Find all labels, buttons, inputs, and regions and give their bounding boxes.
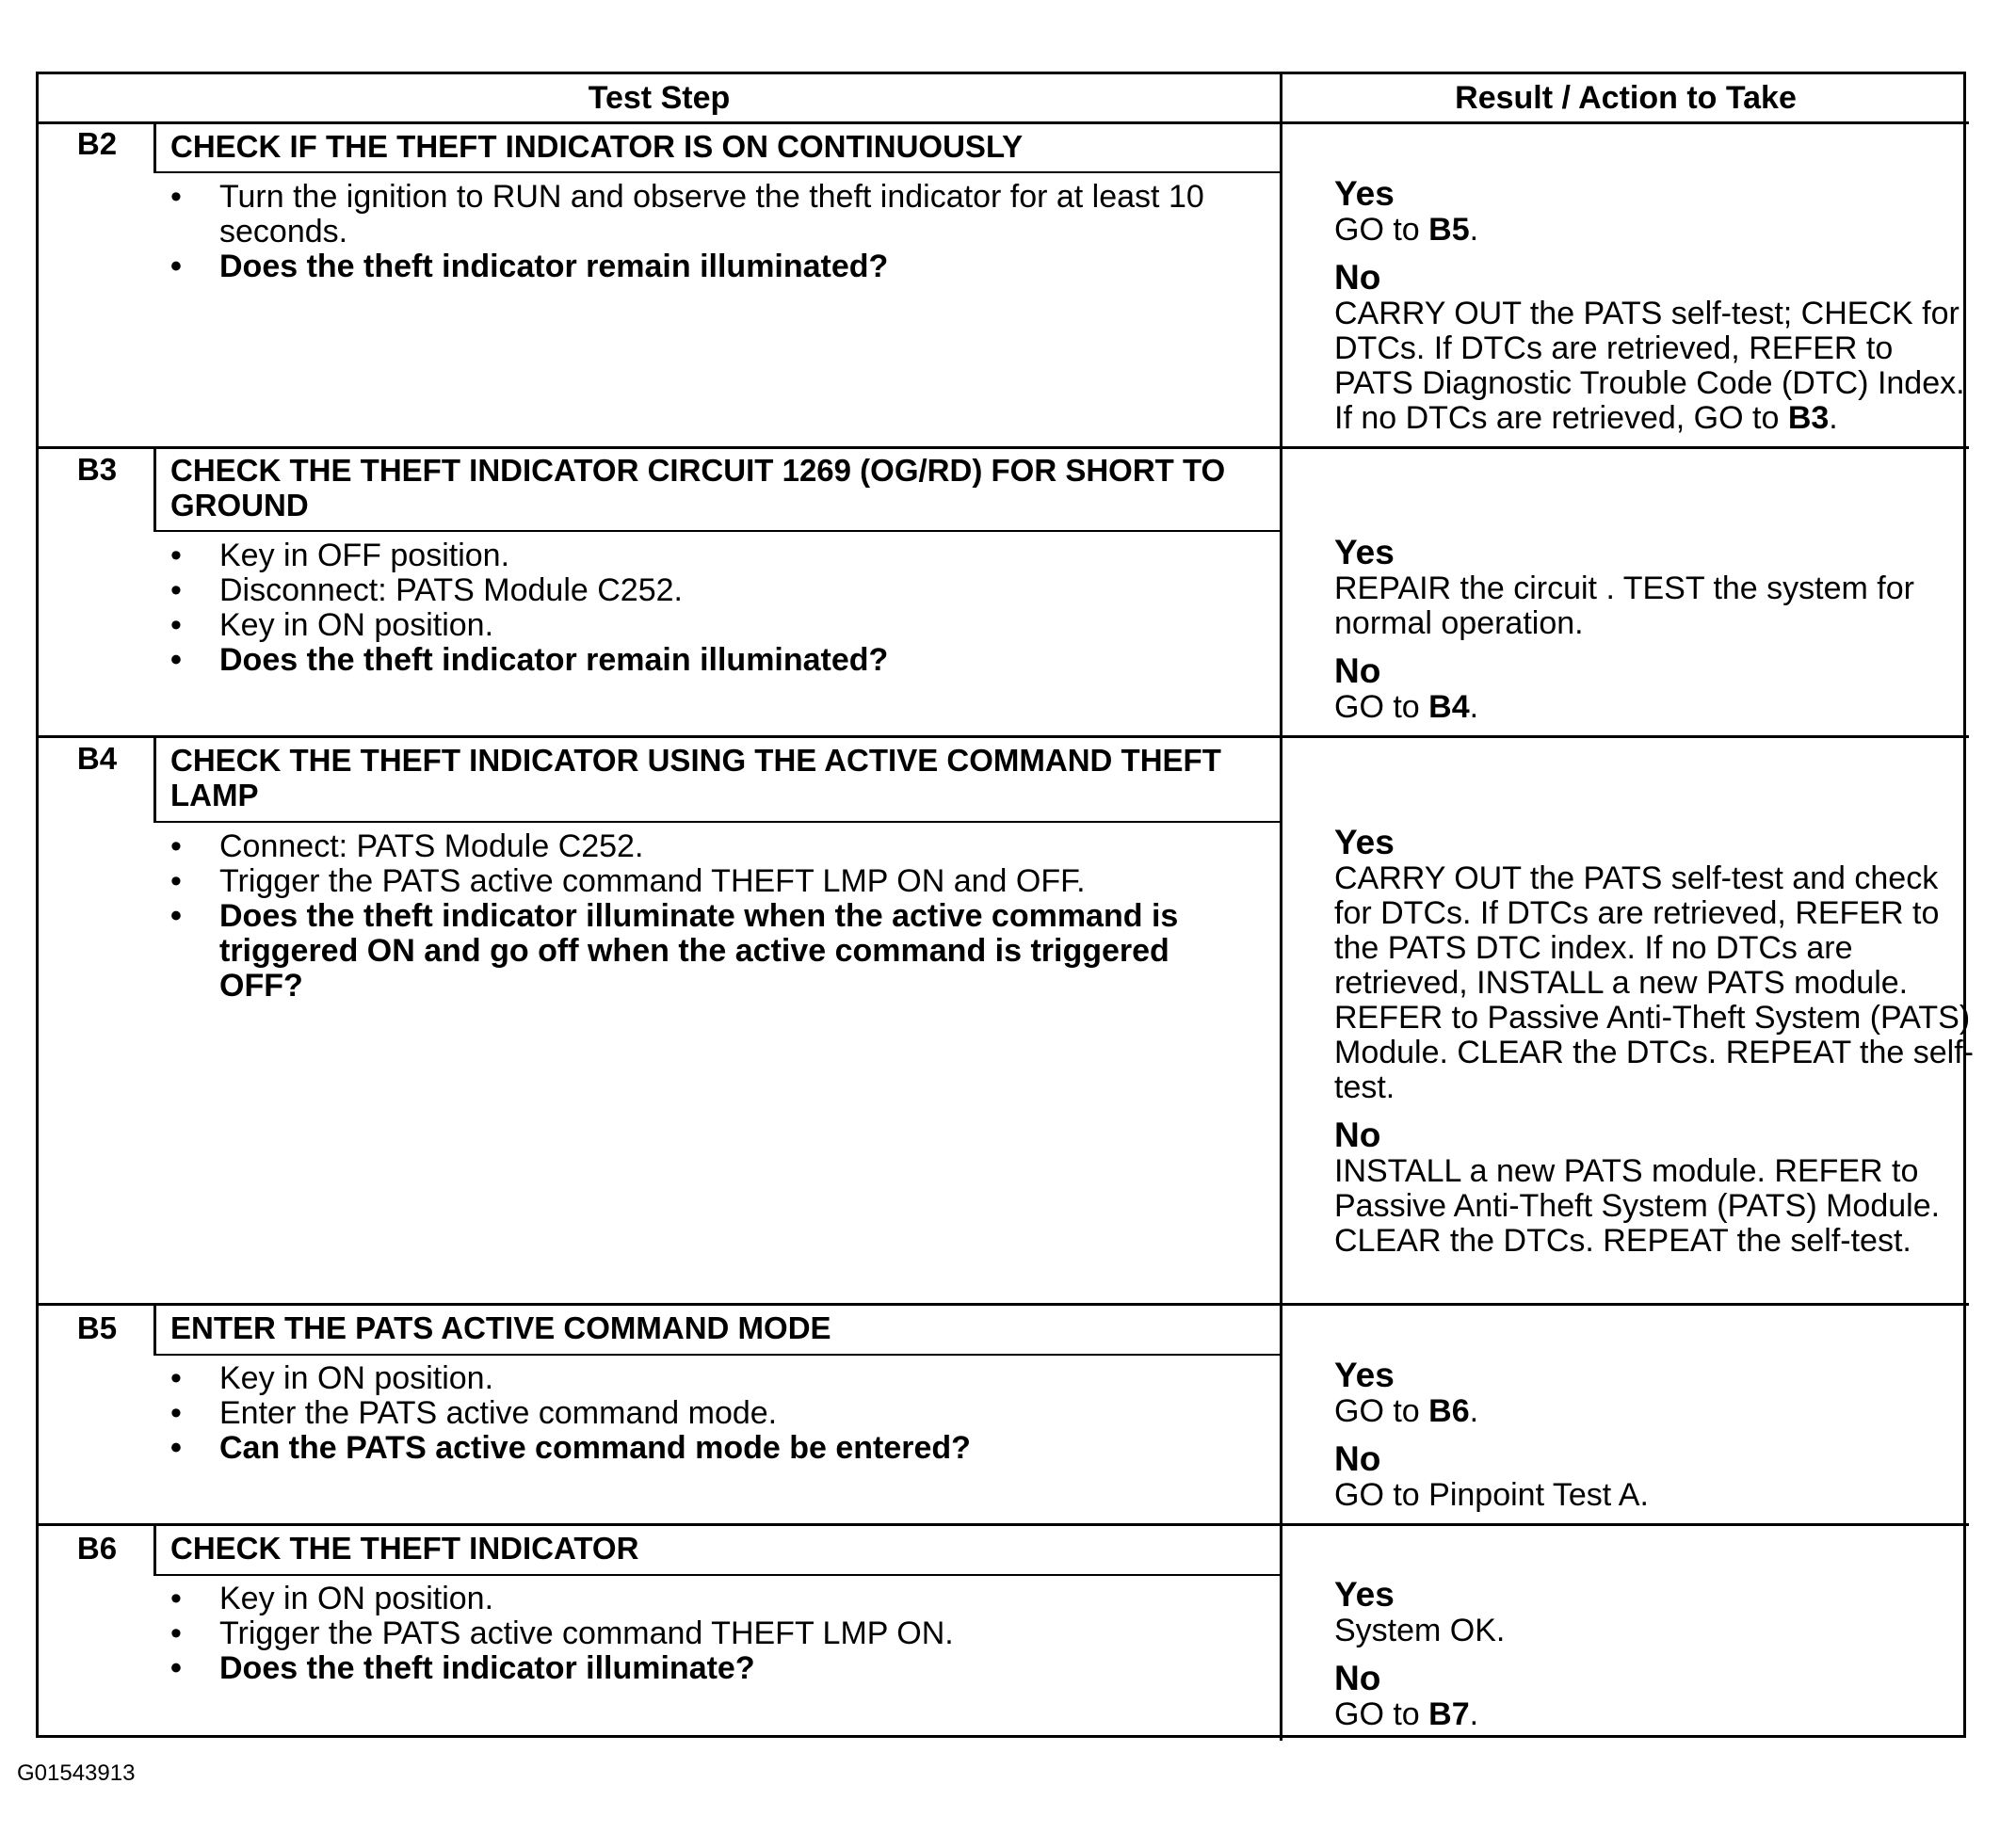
- step-item: • Trigger the PATS active command THEFT LMP ON.: [170, 1616, 1300, 1651]
- no-label: No: [1334, 258, 1381, 297]
- yes-action: REPAIR the circuit . TEST the system for normal operation.: [1334, 570, 1914, 641]
- step-reference: B7: [1428, 1696, 1470, 1732]
- no-action: GO to B4.: [1334, 689, 1479, 725]
- step-item: • Key in ON position.: [170, 1361, 1300, 1396]
- yes-label: Yes: [1334, 533, 1395, 571]
- result-block: [1334, 175, 1975, 447]
- yes-action: GO to B5.: [1334, 212, 1479, 248]
- step-reference: B3: [1787, 400, 1830, 436]
- no-action: GO to Pinpoint Test A.: [1334, 1477, 1649, 1513]
- step-question: • Does the theft indicator illuminate when the active command is triggered ON and go off when the active command is triggered OFF?: [170, 899, 1225, 1004]
- step-item: • Enter the PATS active command mode.: [170, 1396, 1300, 1431]
- step-item: • Turn the ignition to RUN and observe the theft indicator for at least 10 seconds.: [170, 180, 1300, 249]
- step-item: • Key in ON position.: [170, 1582, 1300, 1616]
- yes-action: GO to B6.: [1334, 1393, 1479, 1429]
- step-reference: B6: [1428, 1393, 1470, 1429]
- title-underline: [153, 821, 1280, 823]
- no-action: INSTALL a new PATS module. REFER to Passive Anti-Theft System (PATS) Module. CLEAR the DTCs. REPEAT the self-test.: [1334, 1153, 1941, 1259]
- step-reference: B5: [1428, 212, 1470, 248]
- step-id: B5: [76, 1310, 118, 1345]
- step-id: B3: [76, 452, 118, 487]
- no-label: No: [1334, 1116, 1381, 1154]
- result-block: [1334, 534, 1975, 736]
- yes-label: Yes: [1334, 1575, 1395, 1614]
- row-divider: [39, 1523, 1969, 1526]
- step-question: • Does the theft indicator illuminate?: [170, 1651, 1300, 1686]
- no-label: No: [1334, 651, 1381, 690]
- no-action: GO to B7.: [1334, 1696, 1479, 1732]
- step-item: • Key in ON position.: [170, 608, 1300, 643]
- yes-action: CARRY OUT the PATS self-test and check for DTCs. If DTCs are retrieved, REFER to the PATS DTC index. If no DTCs are retrieved, INSTALL a new PATS module. REFER to Passive Anti-Theft System (PATS) Module. CLEAR the DTCs. REPEAT the self-test.: [1334, 860, 1974, 1105]
- title-underline: [153, 171, 1280, 173]
- column-divider: [1280, 74, 1282, 1741]
- no-label: No: [1334, 1659, 1381, 1697]
- title-underline: [153, 1574, 1280, 1576]
- step-id: B2: [76, 126, 118, 161]
- step-id: B4: [76, 741, 118, 776]
- header-test-step: Test Step: [588, 80, 731, 116]
- result-block: [1334, 824, 1975, 1270]
- title-underline: [153, 530, 1280, 532]
- step-reference: B4: [1428, 689, 1470, 725]
- result-block: [1334, 1576, 1975, 1744]
- header-divider: [39, 121, 1969, 124]
- step-list: [170, 1582, 1300, 1686]
- step-item: • Disconnect: PATS Module C252.: [170, 573, 1300, 608]
- step-title: CHECK THE THEFT INDICATOR USING THE ACTIVE COMMAND THEFT LAMP: [170, 743, 1221, 812]
- header-result-action: Result / Action to Take: [1455, 80, 1797, 116]
- step-id: B6: [76, 1531, 118, 1566]
- no-label: No: [1334, 1439, 1381, 1478]
- step-question: • Does the theft indicator remain illuminated?: [170, 643, 1300, 678]
- diagnostic-table: [36, 72, 1974, 1738]
- step-item: • Trigger the PATS active command THEFT LMP ON and OFF.: [170, 864, 1225, 899]
- step-title: CHECK IF THE THEFT INDICATOR IS ON CONTINUOUSLY: [170, 129, 1024, 164]
- step-list: [170, 1361, 1300, 1466]
- row-divider: [39, 446, 1969, 449]
- yes-label: Yes: [1334, 823, 1395, 861]
- step-item: • Connect: PATS Module C252.: [170, 829, 1225, 864]
- step-title: ENTER THE PATS ACTIVE COMMAND MODE: [170, 1310, 831, 1345]
- title-underline: [153, 1354, 1280, 1356]
- yes-label: Yes: [1334, 174, 1395, 213]
- row-divider: [39, 735, 1969, 738]
- step-item: • Key in OFF position.: [170, 538, 1300, 573]
- result-block: [1334, 1357, 1975, 1524]
- step-list: [170, 180, 1300, 284]
- figure-id: G01543913: [17, 1760, 136, 1786]
- yes-action: System OK.: [1334, 1613, 1506, 1648]
- step-title: CHECK THE THEFT INDICATOR: [170, 1531, 639, 1566]
- step-title: CHECK THE THEFT INDICATOR CIRCUIT 1269 (OG/RD) FOR SHORT TO GROUND: [170, 453, 1226, 522]
- yes-label: Yes: [1334, 1356, 1395, 1394]
- step-question: • Does the theft indicator remain illuminated?: [170, 249, 1300, 284]
- step-list: [170, 829, 1225, 1004]
- row-divider: [39, 1303, 1969, 1306]
- no-action: CARRY OUT the PATS self-test; CHECK for DTCs. If DTCs are retrieved, REFER to PATS Diagnostic Trouble Code (DTC) Index. If no DTCs are retrieved, GO to B3.: [1334, 296, 1965, 436]
- step-question: • Can the PATS active command mode be entered?: [170, 1431, 1300, 1466]
- step-list: [170, 538, 1300, 678]
